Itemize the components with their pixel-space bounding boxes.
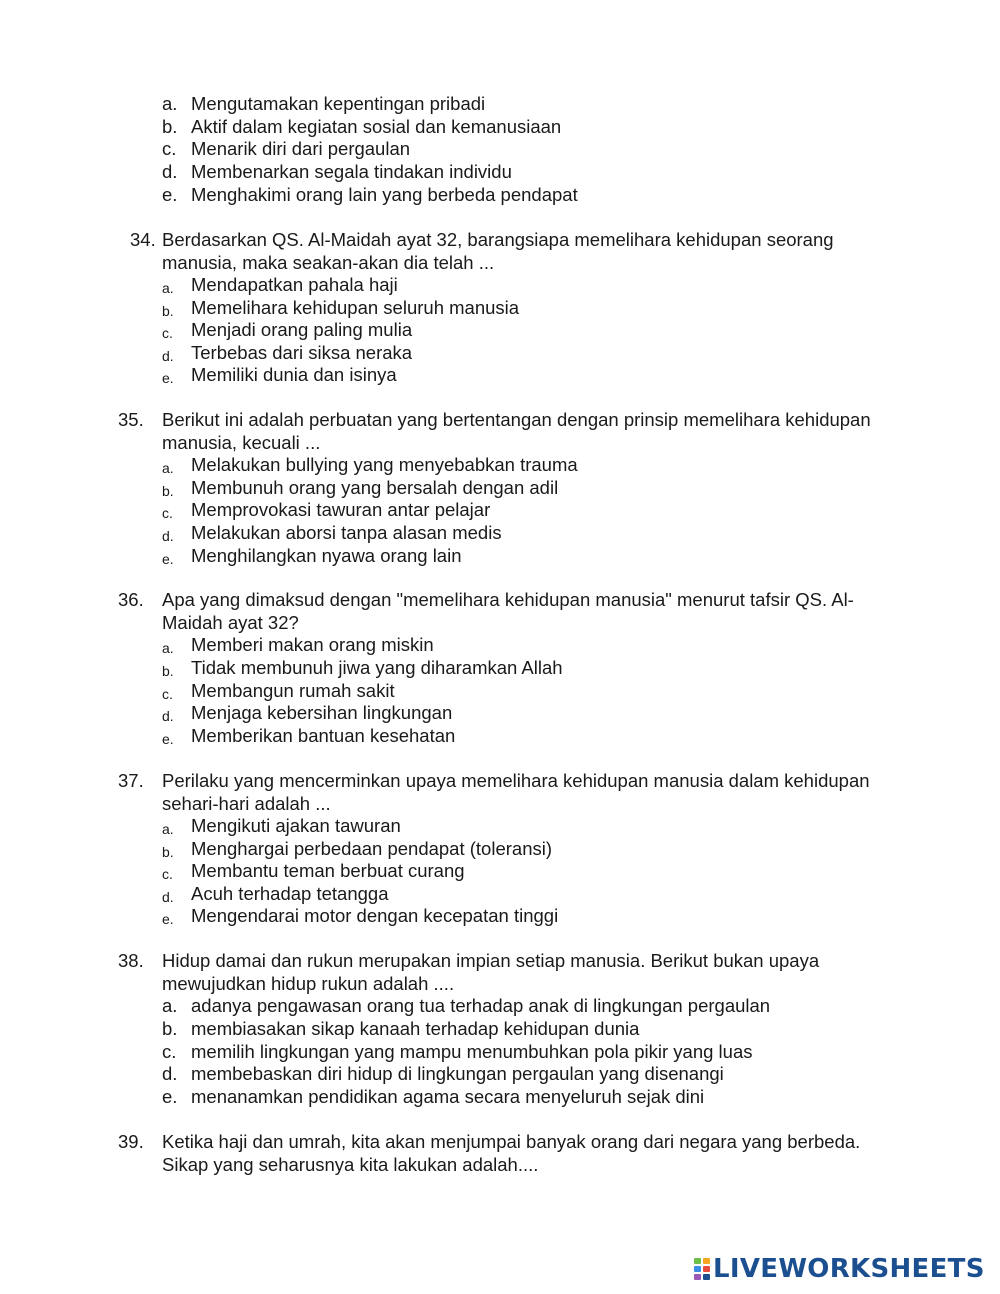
question-text [162,229,922,274]
question-line: Apa yang dimaksud dengan "memelihara kehidupan manusia" menurut tafsir QS. Al- [162,589,854,610]
option-text: Membangun rumah sakit [191,680,395,701]
option-text: Membantu teman berbuat curang [191,860,465,881]
logo-block [703,1274,710,1280]
question-line: Maidah ayat 32? [162,611,299,633]
option-text: Menghargai perbedaan pendapat (toleransi) [191,838,553,859]
question-line: sehari-hari adalah ... [162,792,331,814]
option-letter: d. [162,889,174,905]
option-letter: e. [162,370,174,386]
option-text: Menarik diri dari pergaulan [191,138,411,159]
option-text: memilih lingkungan yang mampu menumbuhkan pola pikir yang luas [191,1041,753,1062]
option-letter: c. [162,1041,177,1062]
option-text: menanamkan pendidikan agama secara menyeluruh sejak dini [191,1086,705,1107]
option-letter: a. [162,640,174,656]
liveworksheets-logo[interactable] [693,1255,985,1283]
question-line: manusia, kecuali ... [162,431,321,453]
option-letter: d. [162,161,178,182]
question-number: 36. [118,589,144,610]
option-text: membebaskan diri hidup di lingkungan pergaulan yang disenangi [191,1063,724,1084]
option-text: Mengendarai motor dengan kecepatan tinggi [191,905,559,926]
logo-block [703,1258,710,1264]
option-letter: e. [162,1086,178,1107]
question-text [162,1131,922,1176]
option-letter: b. [162,844,174,860]
logo-block [703,1266,710,1272]
option-letter: c. [162,686,173,702]
option-letter: e. [162,911,174,927]
option-text: Melakukan aborsi tanpa alasan medis [191,522,502,543]
question-number: 34. [130,229,156,250]
option-text: Mengikuti ajakan tawuran [191,815,401,836]
option-letter: d. [162,708,174,724]
logo-block [694,1258,701,1264]
option-letter: a. [162,460,174,476]
option-letter: e. [162,551,174,567]
question-number: 35. [118,409,144,430]
logo-block [694,1266,701,1272]
option-text: Menjaga kebersihan lingkungan [191,702,453,723]
question-text [162,409,922,454]
question-number: 39. [118,1131,144,1152]
question-number: 38. [118,950,144,971]
question-number: 37. [118,770,144,791]
option-letter: b. [162,1018,178,1039]
question-line: manusia, maka seakan-akan dia telah ... [162,251,495,273]
option-text: adanya pengawasan orang tua terhadap anak di lingkungan pergaulan [191,995,771,1016]
option-text: Menghilangkan nyawa orang lain [191,545,462,566]
question-line: Berdasarkan QS. Al-Maidah ayat 32, barangsiapa memelihara kehidupan seorang [162,229,834,250]
option-text: Memelihara kehidupan seluruh manusia [191,297,520,318]
option-letter: e. [162,731,174,747]
option-letter: c. [162,325,173,341]
option-letter: a. [162,93,178,114]
option-letter: d. [162,1063,178,1084]
option-text: Tidak membunuh jiwa yang diharamkan Allah [191,657,563,678]
option-text: Membunuh orang yang bersalah dengan adil [191,477,559,498]
question-line: Perilaku yang mencerminkan upaya memelihara kehidupan manusia dalam kehidupan [162,770,870,791]
option-text: Aktif dalam kegiatan sosial dan kemanusiaan [191,116,562,137]
option-text: Membenarkan segala tindakan individu [191,161,512,182]
option-text: Terbebas dari siksa neraka [191,342,413,363]
option-letter: d. [162,528,174,544]
option-text: Acuh terhadap tetangga [191,883,389,904]
logo-block [694,1274,701,1280]
question-text [162,950,922,995]
option-text: Melakukan bullying yang menyebabkan trauma [191,454,578,475]
question-text [162,770,922,815]
option-letter: b. [162,303,174,319]
option-letter: a. [162,821,174,837]
question-line: Sikap yang seharusnya kita lakukan adalah.... [162,1153,539,1175]
logo-text: LIVEWORKSHEETS [713,1253,985,1284]
option-letter: a. [162,995,178,1016]
option-letter: c. [162,138,177,159]
option-text: Mendapatkan pahala haji [191,274,398,295]
option-text: Memiliki dunia dan isinya [191,364,397,385]
option-letter: c. [162,505,173,521]
option-text: membiasakan sikap kanaah terhadap kehidupan dunia [191,1018,640,1039]
option-letter: c. [162,866,173,882]
option-letter: b. [162,663,174,679]
question-line: Hidup damai dan rukun merupakan impian setiap manusia. Berikut bukan upaya [162,950,820,971]
question-line: Ketika haji dan umrah, kita akan menjumpai banyak orang dari negara yang berbeda. [162,1131,861,1152]
option-text: Memberikan bantuan kesehatan [191,725,456,746]
option-letter: a. [162,280,174,296]
option-letter: e. [162,184,178,205]
option-text: Menjadi orang paling mulia [191,319,413,340]
option-text: Memberi makan orang miskin [191,634,434,655]
option-letter: d. [162,348,174,364]
liveworksheets-logo-icon [693,1257,711,1281]
option-text: Menghakimi orang lain yang berbeda pendapat [191,184,578,205]
question-line: Berikut ini adalah perbuatan yang bertentangan dengan prinsip memelihara kehidupan [162,409,871,430]
option-text: Memprovokasi tawuran antar pelajar [191,499,491,520]
option-letter: b. [162,483,174,499]
option-letter: b. [162,116,178,137]
question-text [162,589,922,634]
question-line: mewujudkan hidup rukun adalah .... [162,972,455,994]
option-text: Mengutamakan kepentingan pribadi [191,93,486,114]
